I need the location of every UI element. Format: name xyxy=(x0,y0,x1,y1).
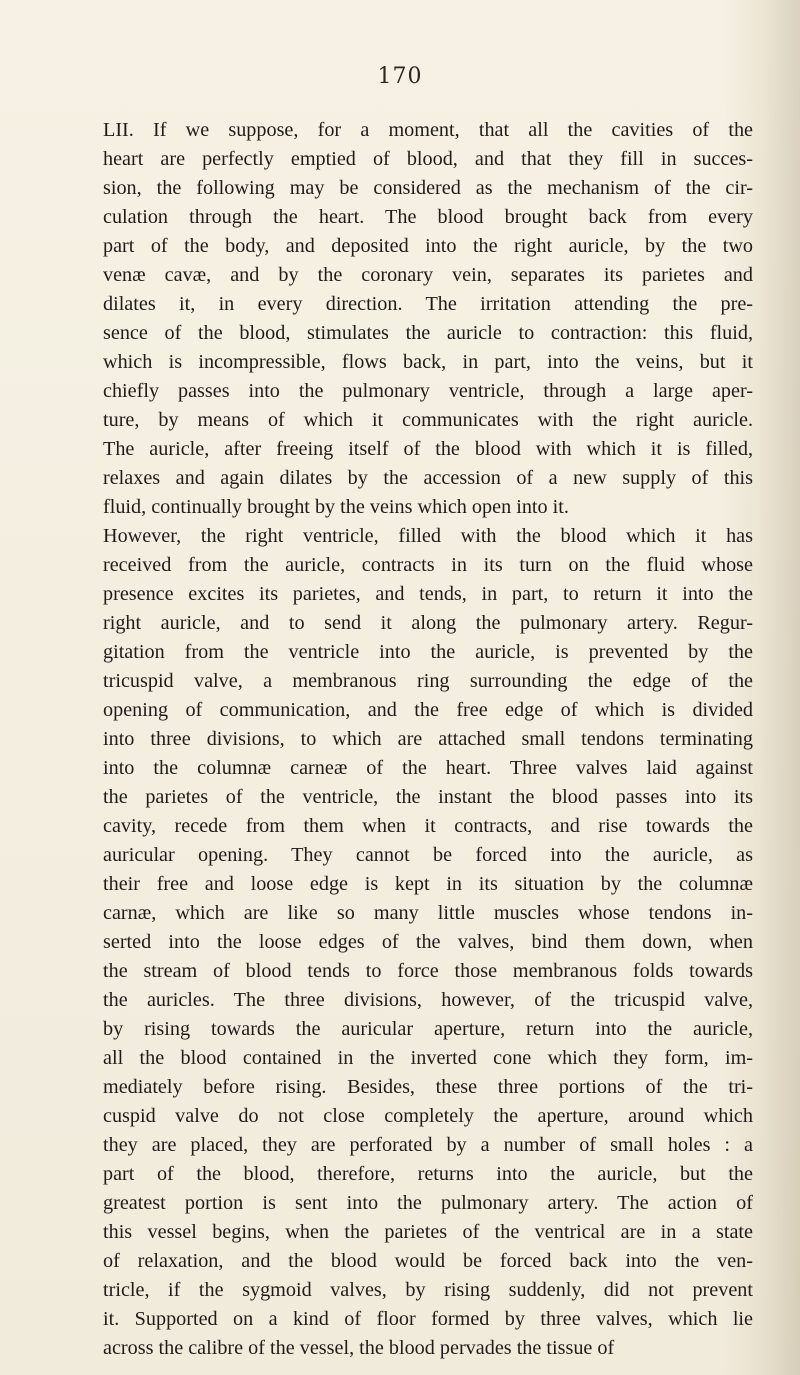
text-line: across the calibre of the vessel, the blood pervades the tissue of xyxy=(103,1337,615,1359)
text-line: ture, by means of which it communicates with the right auricle. xyxy=(103,409,753,431)
text-line: venæ cavæ, and by the coronary vein, separates its parietes and xyxy=(103,264,753,286)
text-line: presence excites its parietes, and tends, in part, to return it into the xyxy=(103,583,753,605)
text-line: gitation from the ventricle into the auricle, is prevented by the xyxy=(103,641,753,663)
text-line: culation through the heart. The blood brought back from every xyxy=(103,206,753,228)
text-line: relaxes and again dilates by the accession of a new supply of this xyxy=(103,467,753,489)
text-line: tricle, if the sygmoid valves, by rising suddenly, did not prevent xyxy=(103,1279,753,1301)
body-text xyxy=(103,116,753,1363)
text-line: their free and loose edge is kept in its situation by the columnæ xyxy=(103,873,753,895)
text-line: it. Supported on a kind of floor formed by three valves, which lie xyxy=(103,1308,753,1330)
text-line: all the blood contained in the inverted cone which they form, im- xyxy=(103,1047,753,1069)
page-number: 170 xyxy=(377,64,423,89)
text-line: LII. If we suppose, for a moment, that all the cavities of the xyxy=(103,119,753,141)
text-line: mediately before rising. Besides, these three portions of the tri- xyxy=(103,1076,753,1098)
text-line: greatest portion is sent into the pulmonary artery. The action of xyxy=(103,1192,753,1214)
text-line: right auricle, and to send it along the pulmonary artery. Regur- xyxy=(103,612,753,634)
text-line: carnæ, which are like so many little muscles whose tendons in- xyxy=(103,902,753,924)
text-line: received from the auricle, contracts in its turn on the fluid whose xyxy=(103,554,753,576)
text-line: this vessel begins, when the parietes of the ventrical are in a state xyxy=(103,1221,753,1243)
text-line: heart are perfectly emptied of blood, and that they fill in succes- xyxy=(103,148,753,170)
text-line: part of the blood, therefore, returns into the auricle, but the xyxy=(103,1163,753,1185)
text-line: opening of communication, and the free edge of which is divided xyxy=(103,699,753,721)
text-line: by rising towards the auricular aperture, return into the auricle, xyxy=(103,1018,753,1040)
text-line: sion, the following may be considered as the mechanism of the cir- xyxy=(103,177,753,199)
text-line: the auricles. The three divisions, however, of the tricuspid valve, xyxy=(103,989,753,1011)
text-line: cuspid valve do not close completely the aperture, around which xyxy=(103,1105,753,1127)
text-line: auricular opening. They cannot be forced into the auricle, as xyxy=(103,844,753,866)
text-line: the parietes of the ventricle, the instant the blood passes into its xyxy=(103,786,753,808)
text-line: tricuspid valve, a membranous ring surrounding the edge of the xyxy=(103,670,753,692)
text-line: into the columnæ carneæ of the heart. Three valves laid against xyxy=(103,757,753,779)
text-line: they are placed, they are perforated by a number of small holes : a xyxy=(103,1134,753,1156)
text-line: dilates it, in every direction. The irritation attending the pre- xyxy=(103,293,753,315)
text-line: The auricle, after freeing itself of the blood with which it is filled, xyxy=(103,438,753,460)
text-line: serted into the loose edges of the valves, bind them down, when xyxy=(103,931,753,953)
text-line: which is incompressible, flows back, in part, into the veins, but it xyxy=(103,351,753,373)
text-line: sence of the blood, stimulates the auricle to contraction: this fluid, xyxy=(103,322,753,344)
text-line: into three divisions, to which are attached small tendons terminating xyxy=(103,728,753,750)
text-line: part of the body, and deposited into the right auricle, by the two xyxy=(103,235,753,257)
text-line: of relaxation, and the blood would be forced back into the ven- xyxy=(103,1250,753,1272)
text-line: the stream of blood tends to force those membranous folds towards xyxy=(103,960,753,982)
text-line: However, the right ventricle, filled with the blood which it has xyxy=(103,525,753,547)
text-line: chiefly passes into the pulmonary ventricle, through a large aper- xyxy=(103,380,753,402)
text-line: fluid, continually brought by the veins which open into it. xyxy=(103,496,569,518)
text-line: cavity, recede from them when it contracts, and rise towards the xyxy=(103,815,753,837)
